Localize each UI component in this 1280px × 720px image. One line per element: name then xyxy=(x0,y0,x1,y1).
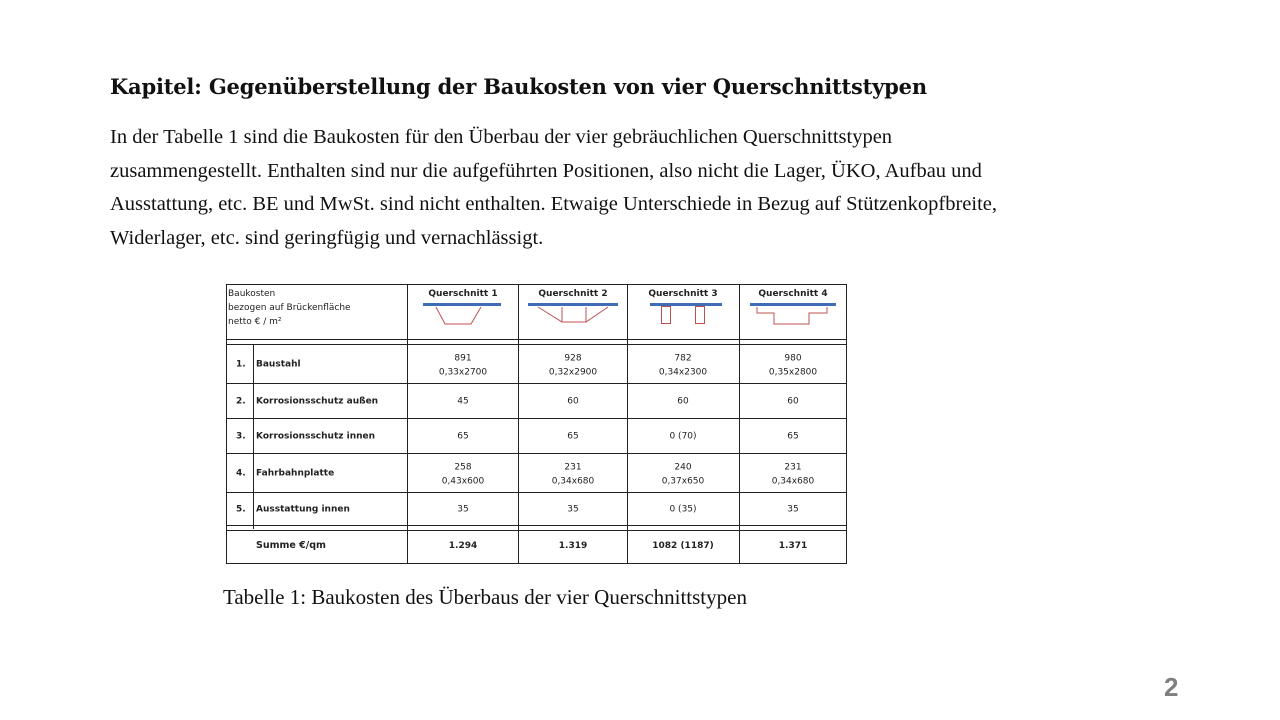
table-cell-value: 35 xyxy=(457,504,469,515)
table-cell-value: 60 xyxy=(567,396,579,407)
cross-section-2-icon xyxy=(528,303,618,322)
table-cell-value: 60 xyxy=(787,396,799,407)
table-cell-value: 45 xyxy=(457,396,469,407)
sum-cell-value: 1.319 xyxy=(558,541,588,551)
table-header-label-line: netto € / m² xyxy=(228,317,282,327)
paragraph-line: Ausstattung, etc. BE und MwSt. sind nicht enthalten. Etwaige Unterschiede in Bezug auf Stützenkopfbreite, xyxy=(110,193,997,215)
table-header-label-line: Baukosten xyxy=(228,289,276,299)
row-label: Ausstattung innen xyxy=(256,504,350,515)
table-header-label-line: bezogen auf Brückenfläche xyxy=(228,303,351,313)
paragraph-line: In der Tabelle 1 sind die Baukosten für den Überbau der vier gebräuchlichen Querschnittstypen xyxy=(110,126,893,148)
table-cell-formula: 0,33x2700 xyxy=(438,367,488,378)
row-number: 2. xyxy=(236,396,246,407)
table-grid xyxy=(226,284,847,564)
sum-cell-value: 1082 (1187) xyxy=(652,541,714,551)
table-cell-value: 928 xyxy=(564,353,582,364)
table-cell-value: 0 (70) xyxy=(669,431,697,442)
table-cell-value: 65 xyxy=(787,431,799,442)
row-number: 5. xyxy=(236,504,246,515)
table-caption: Tabelle 1: Baukosten des Überbaus der vier Querschnittstypen xyxy=(223,585,747,609)
table-cell-value: 65 xyxy=(567,431,579,442)
table-cell-value: 891 xyxy=(454,353,472,364)
column-header-querschnitt-3: Querschnitt 3 xyxy=(648,289,718,299)
table-cell-value: 0 (35) xyxy=(669,504,697,515)
intro-paragraph xyxy=(110,121,1170,255)
table-cell-formula: 0,34x680 xyxy=(551,476,595,487)
table-cell-value: 240 xyxy=(674,462,692,473)
table-cell-value: 60 xyxy=(677,396,689,407)
cross-section-4-icon xyxy=(750,303,836,324)
table-cell-formula: 0,37x650 xyxy=(661,476,705,487)
table-cell-value: 782 xyxy=(674,353,692,364)
cost-table-graphic xyxy=(226,284,847,564)
table-cell-value: 231 xyxy=(564,462,582,473)
table-cell-formula: 0,35x2800 xyxy=(768,367,818,378)
paragraph-line: zusammengestellt. Enthalten sind nur die aufgeführten Positionen, also nicht die Lager, ÜKO, Aufbau und xyxy=(110,159,982,182)
row-label: Korrosionsschutz außen xyxy=(256,396,379,407)
cross-section-1-icon xyxy=(423,303,501,324)
sum-cell-value: 1.371 xyxy=(778,541,808,551)
paragraph-line: Widerlager, etc. sind geringfügig und vernachlässigt. xyxy=(110,226,544,249)
table-cell-value: 231 xyxy=(784,462,802,473)
row-number: 4. xyxy=(236,468,246,479)
column-header-querschnitt-4: Querschnitt 4 xyxy=(758,289,828,299)
table-cell-formula: 0,34x2300 xyxy=(658,367,708,378)
table-cell-formula: 0,32x2900 xyxy=(548,367,598,378)
table-cell-value: 65 xyxy=(457,431,469,442)
table-cell-formula: 0,43x600 xyxy=(441,476,485,487)
table-cell-value: 258 xyxy=(454,462,472,473)
row-number: 3. xyxy=(236,431,246,442)
page-title: Kapitel: Gegenüberstellung der Baukosten von vier Querschnittstypen xyxy=(110,74,927,99)
page-number: 2 xyxy=(1164,672,1179,702)
row-label: Baustahl xyxy=(256,359,301,370)
table-cell-formula: 0,34x680 xyxy=(771,476,815,487)
row-label: Fahrbahnplatte xyxy=(256,468,335,479)
cross-section-3-icon xyxy=(650,303,722,324)
column-header-querschnitt-1: Querschnitt 1 xyxy=(428,289,498,299)
column-header-querschnitt-2: Querschnitt 2 xyxy=(538,289,608,299)
table-cell-value: 35 xyxy=(787,504,799,515)
row-label: Korrosionsschutz innen xyxy=(256,431,376,442)
table-cell-value: 980 xyxy=(784,353,802,364)
row-number: 1. xyxy=(236,359,246,370)
table-cell-value: 35 xyxy=(567,504,579,515)
cost-table xyxy=(226,284,847,564)
sum-cell-value: 1.294 xyxy=(448,541,478,551)
sum-label: Summe €/qm xyxy=(256,540,326,551)
